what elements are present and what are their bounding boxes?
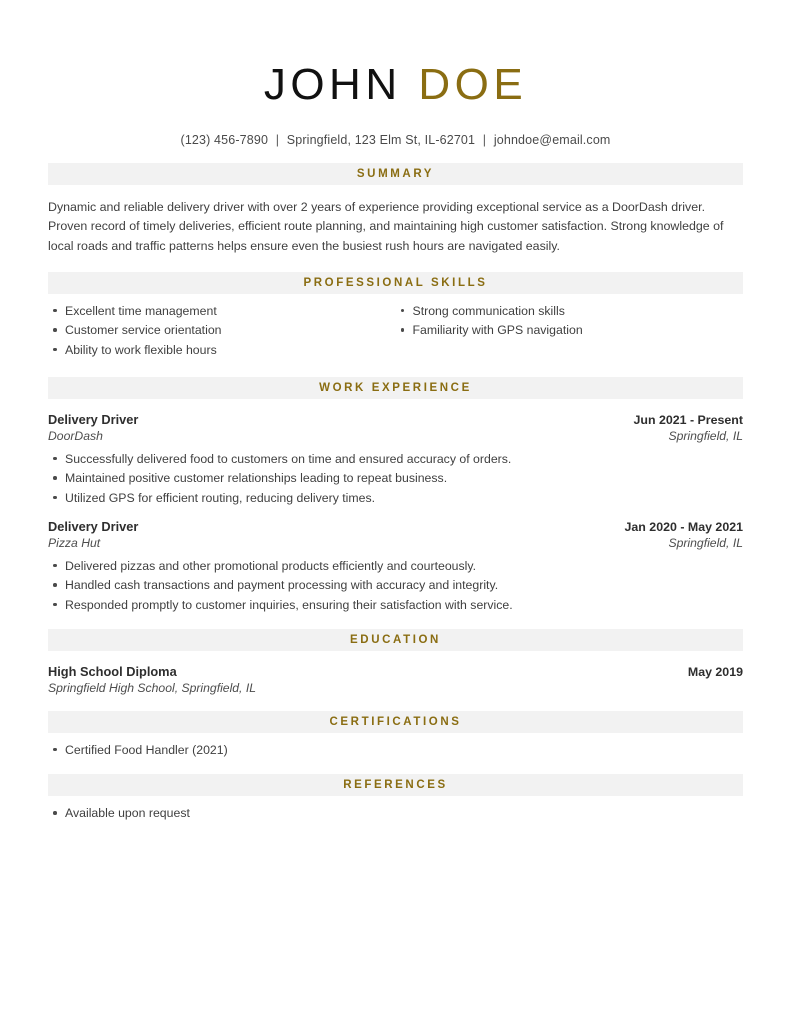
list-item: Excellent time management <box>48 303 396 319</box>
list-item: Utilized GPS for efficient routing, reducing delivery times. <box>48 490 743 506</box>
section-header-references: REFERENCES <box>48 774 743 796</box>
skills-column-left <box>48 298 396 361</box>
skills-column-right <box>396 298 744 361</box>
contact-address: Springfield, 123 Elm St, IL-62701 <box>286 133 476 148</box>
experience-entry-header <box>48 412 743 427</box>
job-location: Springfield, IL <box>668 428 743 443</box>
list-item: Ability to work flexible hours <box>48 342 396 358</box>
contact-email: johndoe@email.com <box>493 133 611 148</box>
summary-text: Dynamic and reliable delivery driver with over 2 years of experience providing exceptional service as a DoorDash driver. Proven record of timely deliveries, efficient route planning, and maintaining high customer satisfaction. Strong knowledge of local roads and traffic patterns helps ensure even the busiest rush hours are navigated easily. <box>48 200 724 253</box>
skills-list-left <box>48 303 396 358</box>
list-item: Delivered pizzas and other promotional products efficiently and courteously. <box>48 558 743 574</box>
job-company: Pizza Hut <box>48 535 101 550</box>
job-location: Springfield, IL <box>668 535 743 550</box>
list-item: Available upon request <box>48 805 743 821</box>
degree-date: May 2019 <box>687 664 743 679</box>
school-name: Springfield High School, Springfield, IL <box>48 680 256 695</box>
list-item: Certified Food Handler (2021) <box>48 742 743 758</box>
job-company: DoorDash <box>48 428 103 443</box>
job-dates: Jan 2020 - May 2021 <box>624 519 743 534</box>
section-header-experience: WORK EXPERIENCE <box>48 377 743 399</box>
contact-line <box>48 133 743 147</box>
list-item: Customer service orientation <box>48 322 396 338</box>
list-item: Maintained positive customer relationships leading to repeat business. <box>48 470 743 486</box>
degree-title: High School Diploma <box>48 663 177 679</box>
job-bullets <box>48 451 743 506</box>
skills-list-right <box>396 303 744 339</box>
section-header-certifications: CERTIFICATIONS <box>48 711 743 733</box>
job-title: Delivery Driver <box>48 518 139 534</box>
contact-separator-2: | <box>482 133 487 148</box>
skills-columns <box>48 298 743 361</box>
contact-separator-1: | <box>275 133 280 148</box>
certifications-list <box>48 742 743 758</box>
list-item: Handled cash transactions and payment processing with accuracy and integrity. <box>48 577 743 593</box>
references-list <box>48 805 743 821</box>
list-item: Strong communication skills <box>396 303 744 319</box>
education-entry <box>48 664 743 695</box>
list-item: Responded promptly to customer inquiries, ensuring their satisfaction with service. <box>48 597 743 613</box>
education-entry-header <box>48 664 743 679</box>
list-item: Familiarity with GPS navigation <box>396 322 744 338</box>
section-header-education: EDUCATION <box>48 629 743 651</box>
job-title: Delivery Driver <box>48 411 139 427</box>
section-header-skills: PROFESSIONAL SKILLS <box>48 272 743 294</box>
job-bullets <box>48 558 743 613</box>
list-item: Successfully delivered food to customers on time and ensured accuracy of orders. <box>48 451 743 467</box>
first-name: JOHN <box>263 60 402 109</box>
contact-phone: (123) 456-7890 <box>180 133 269 148</box>
last-name: DOE <box>418 60 528 109</box>
experience-entry-subheader <box>48 534 743 550</box>
experience-entry-subheader <box>48 427 743 443</box>
experience-entry-header <box>48 519 743 534</box>
job-dates: Jun 2021 - Present <box>633 412 743 427</box>
section-header-summary: SUMMARY <box>48 163 743 185</box>
experience-entry <box>48 519 743 613</box>
experience-entry <box>48 412 743 506</box>
candidate-name <box>48 0 743 108</box>
